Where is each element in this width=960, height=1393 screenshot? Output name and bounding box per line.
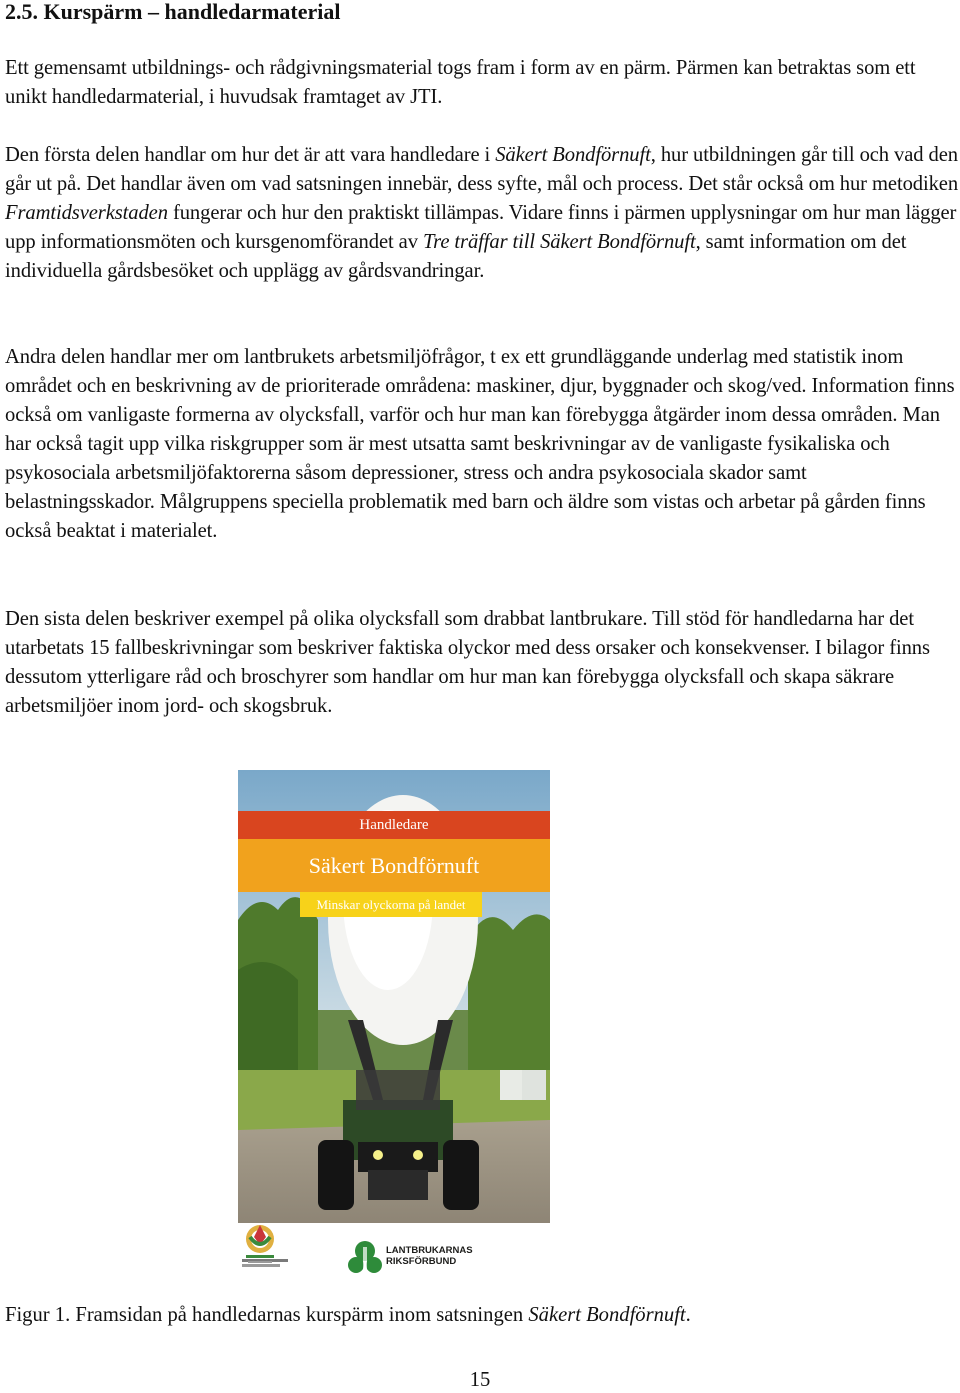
cover-logo-strip: [238, 1223, 550, 1290]
paragraph-part-three: [5, 605, 960, 721]
text-run: fungerar och hur den praktiskt tillämpas. Vidare finns i pärmen upplysningar om hur man lägger upp informationsmöten och kursgenomförandet av: [5, 202, 957, 253]
text-run: Figur 1. Framsidan på handledarnas kurspärm inom satsningen: [5, 1304, 529, 1326]
page-number: 15: [469, 1369, 491, 1391]
text-run: Den sista delen beskriver exempel på olika olycksfall som drabbat lantbrukare. Till stöd för handledarna har det utarbetats 15 fallbeskrivningar som beskriver faktiska olyckor med dess orsaker och konsekvenser. I bilagor finns dessutom ytterligare råd och broschyrer som handlar om hur man kan förebygga olycksfall och skapa säkrare arbetsmiljöer inom jord- och skogsbruk.: [5, 608, 930, 717]
italic-term: Tre träffar till Säkert Bondförnuft: [422, 231, 696, 253]
paragraph-intro: [5, 54, 960, 112]
text-run: Andra delen handlar mer om lantbrukets arbetsmiljöfrågor, t ex ett grundläggande underlag med statistik inom området och en beskrivning av de prioriterade områdena: maskiner, djur, byggnader och skog/ved. Information finns också om vanligaste formerna av olycksfall, varför och hur man kan förebygga åtgärder inom dessa områden. Man har också tagit upp vilka riskgrupper som är mest utsatta samt beskrivningar av de vanligaste fysikaliska och psykosociala arbetsmiljöfaktorerna såsom depressioner, stress och andra psykosociala skador samt belastningsskador. Målgruppens speciella problematik med barn och äldre som vistas och arbetar på gården finns också beaktat i materialet.: [5, 346, 955, 542]
slu-logo: [238, 1223, 282, 1269]
text-run: Ett gemensamt utbildnings- och rådgivningsmaterial togs fram i form av en pärm. Pärmen kan betraktas som ett unikt handledarmaterial, i huvudsak framtaget av JTI.: [5, 57, 916, 108]
lrf-logo: [348, 1239, 473, 1279]
paragraph-part-two: [5, 343, 960, 546]
binder-cover-image: [238, 770, 550, 1290]
cover-title: Säkert Bondförnuft: [308, 853, 480, 878]
cover-band-label: Handledare: [359, 817, 429, 833]
italic-term: Framtidsverkstaden: [5, 202, 168, 224]
cover-subtitle: Minskar olyckorna på landet: [316, 897, 466, 912]
text-run: Den första delen handlar om hur det är att vara handledare i: [5, 144, 496, 166]
figure-caption: [5, 1301, 691, 1330]
italic-term: Säkert Bondförnuft: [528, 1304, 686, 1326]
italic-term: Säkert Bondförnuft: [495, 144, 651, 166]
section-heading: 2.5. Kurspärm – handledarmaterial: [5, 0, 341, 24]
text-run: , hur utbildningen går till och vad den går ut på. Det handlar även om vad satsningen innebär, dess syfte, mål och process. Det står också om hur metodiken: [5, 144, 959, 195]
lrf-logo-text: LANTBRUKARNAS RIKSFÖRBUND: [386, 1245, 473, 1267]
lrf-emblem-icon: [348, 1239, 382, 1279]
text-run: , samt information om det individuella gårdsbesöket och upplägg av gårdsvandringar.: [5, 231, 907, 282]
text-run: .: [685, 1304, 691, 1326]
paragraph-part-one: [5, 141, 960, 286]
